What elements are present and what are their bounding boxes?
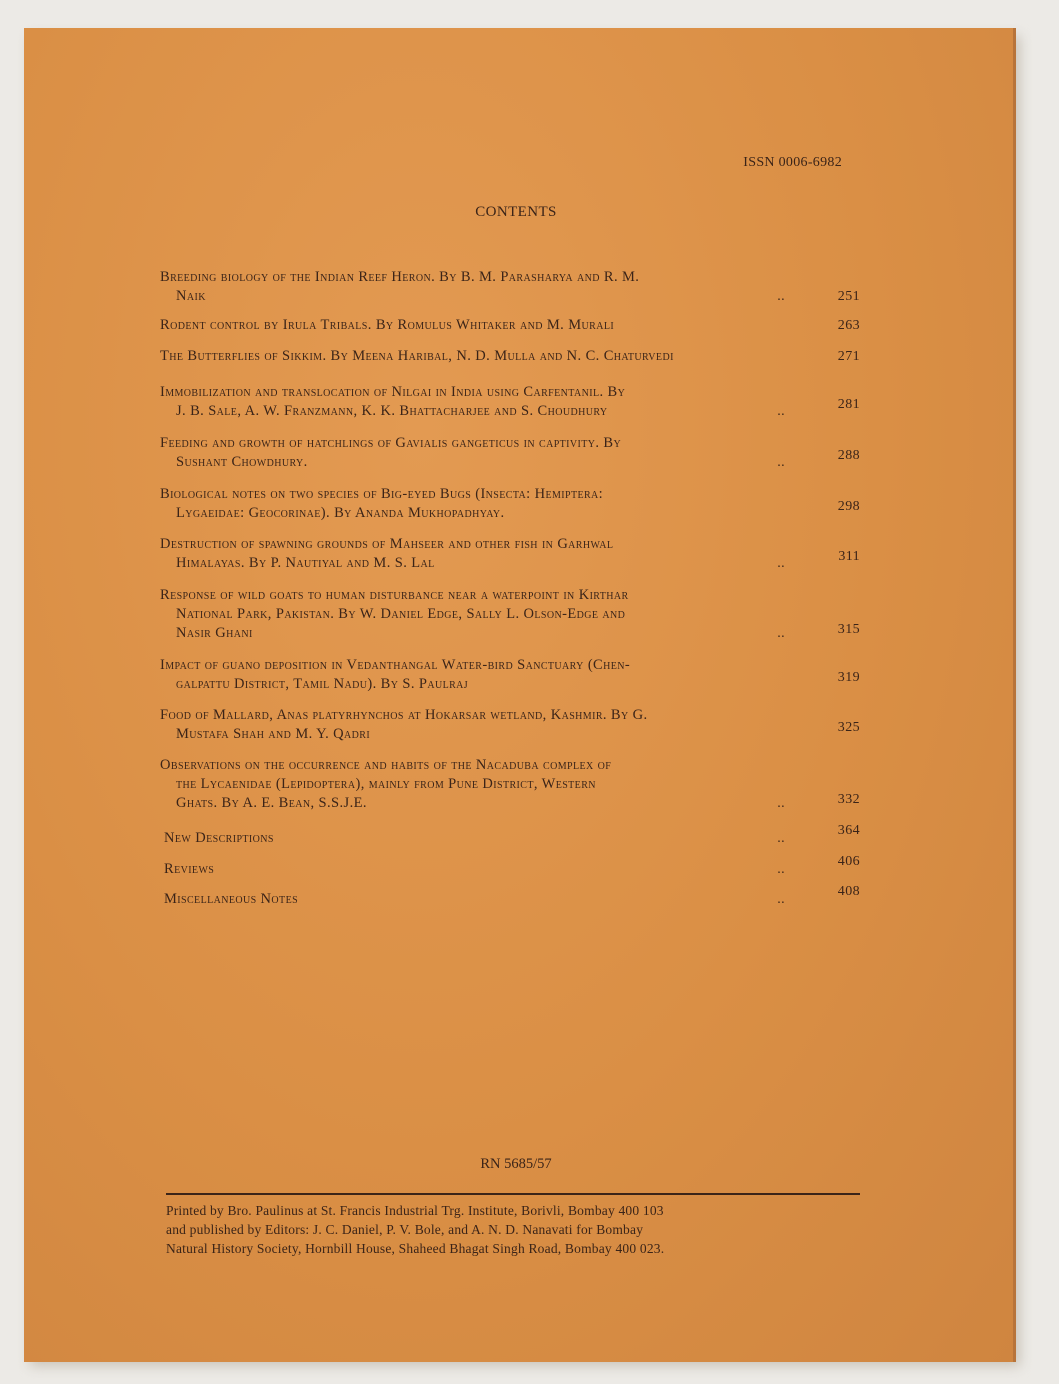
printer-imprint bbox=[166, 1201, 886, 1258]
entry-title: Destruction of spawning grounds of Mahseer and other fish in Garhwal bbox=[160, 536, 614, 552]
toc-entry bbox=[160, 823, 860, 848]
leader-dots: .. bbox=[777, 556, 785, 571]
page-number: 315 bbox=[837, 622, 860, 637]
page-number: 364 bbox=[837, 823, 860, 838]
entry-author: Mustafa Shah and M. Y. Qadri bbox=[176, 726, 371, 742]
entry-author: National Park, Pakistan. By W. Daniel Edge, Sally L. Olson-Edge and bbox=[176, 606, 626, 622]
entry-author: J. B. Sale, A. W. Franzmann, K. K. Bhattacharjee and S. Choudhury bbox=[176, 403, 608, 419]
toc-entry bbox=[160, 854, 860, 879]
toc-entry bbox=[160, 383, 860, 421]
entry-author: galpattu District, Tamil Nadu). By S. Paulraj bbox=[176, 676, 469, 692]
page-number: 271 bbox=[837, 349, 860, 364]
toc-entry bbox=[160, 706, 860, 744]
imprint-line: Printed by Bro. Paulinus at St. Francis Industrial Trg. Institute, Borivli, Bombay 400 103 bbox=[166, 1203, 664, 1218]
page-number: 311 bbox=[838, 549, 860, 564]
entry-author: the Lycaenidae (Lepidoptera), mainly from Pune District, Western bbox=[176, 776, 596, 792]
page-number: 406 bbox=[837, 854, 860, 869]
toc-entry bbox=[160, 316, 860, 335]
entry-author: Sushant Chowdhury. bbox=[176, 454, 308, 470]
issn-number: ISSN 0006-6982 bbox=[743, 155, 842, 170]
toc-entry bbox=[160, 485, 860, 523]
leader-dots: .. bbox=[777, 289, 785, 304]
entry-author: Lygaeidae: Geocorinae). By Ananda Mukhopadhyay. bbox=[176, 505, 505, 521]
entry-title: The Butterflies of Sikkim. By Meena Haribal, N. D. Mulla and N. C. Chaturvedi bbox=[160, 348, 674, 364]
entry-title: Response of wild goats to human disturbance near a waterpoint in Kirthar bbox=[160, 587, 629, 603]
page-number: 263 bbox=[837, 318, 860, 333]
leader-dots: .. bbox=[777, 862, 785, 877]
imprint-line: and published by Editors: J. C. Daniel, P. V. Bole, and A. N. D. Nanavati for Bombay bbox=[166, 1222, 644, 1237]
entry-title: New Descriptions bbox=[164, 830, 274, 846]
toc-entry bbox=[160, 656, 860, 694]
page-number: 325 bbox=[837, 720, 860, 735]
entry-title: Observations on the occurrence and habits of the Nacaduba complex of bbox=[160, 757, 612, 773]
leader-dots: .. bbox=[777, 626, 785, 641]
toc-entry bbox=[160, 535, 860, 573]
registration-number: RN 5685/57 bbox=[480, 1156, 552, 1172]
entry-title: Feeding and growth of hatchlings of Gavialis gangeticus in captivity. By bbox=[160, 435, 622, 451]
toc-entry bbox=[160, 268, 860, 306]
entry-title: Food of Mallard, Anas platyrhynchos at Hokarsar wetland, Kashmir. By G. bbox=[160, 707, 648, 723]
toc-entry bbox=[160, 884, 860, 909]
page-number: 288 bbox=[837, 448, 860, 463]
journal-back-cover bbox=[24, 28, 1016, 1362]
leader-dots: .. bbox=[777, 892, 785, 907]
page-number: 408 bbox=[837, 884, 860, 899]
divider-rule bbox=[166, 1193, 860, 1195]
entry-title: Biological notes on two species of Big-eyed Bugs (Insecta: Hemiptera: bbox=[160, 486, 604, 502]
toc-entry bbox=[160, 434, 860, 472]
contents-heading: CONTENTS bbox=[475, 204, 557, 220]
entry-title: Impact of guano deposition in Vedanthangal Water-bird Sanctuary (Chen- bbox=[160, 657, 631, 673]
entry-author: Naik bbox=[176, 288, 206, 304]
entry-title: Rodent control by Irula Tribals. By Romulus Whitaker and M. Murali bbox=[160, 317, 615, 333]
entry-author-cont: Nasir Ghani bbox=[176, 625, 253, 641]
imprint-line: Natural History Society, Hornbill House, Shaheed Bhagat Singh Road, Bombay 400 023. bbox=[166, 1241, 665, 1256]
entry-title: Miscellaneous Notes bbox=[164, 891, 299, 907]
entry-author-cont: Ghats. By A. E. Bean, S.S.J.E. bbox=[176, 795, 367, 811]
toc-entry bbox=[160, 586, 860, 643]
page-number: 332 bbox=[837, 792, 860, 807]
leader-dots: .. bbox=[777, 831, 785, 846]
page-number: 251 bbox=[837, 289, 860, 304]
leader-dots: .. bbox=[777, 455, 785, 470]
toc-entry bbox=[160, 756, 860, 813]
toc-entry bbox=[160, 347, 860, 366]
leader-dots: .. bbox=[777, 796, 785, 811]
leader-dots: .. bbox=[777, 404, 785, 419]
page-number: 319 bbox=[837, 670, 860, 685]
entry-title: Breeding biology of the Indian Reef Heron. By B. M. Parasharya and R. M. bbox=[160, 269, 640, 285]
page-number: 298 bbox=[837, 499, 860, 514]
entry-author: Himalayas. By P. Nautiyal and M. S. Lal bbox=[176, 555, 435, 571]
page-number: 281 bbox=[837, 397, 860, 412]
entry-title: Immobilization and translocation of Nilgai in India using Carfentanil. By bbox=[160, 384, 626, 400]
entry-title: Reviews bbox=[164, 861, 215, 877]
